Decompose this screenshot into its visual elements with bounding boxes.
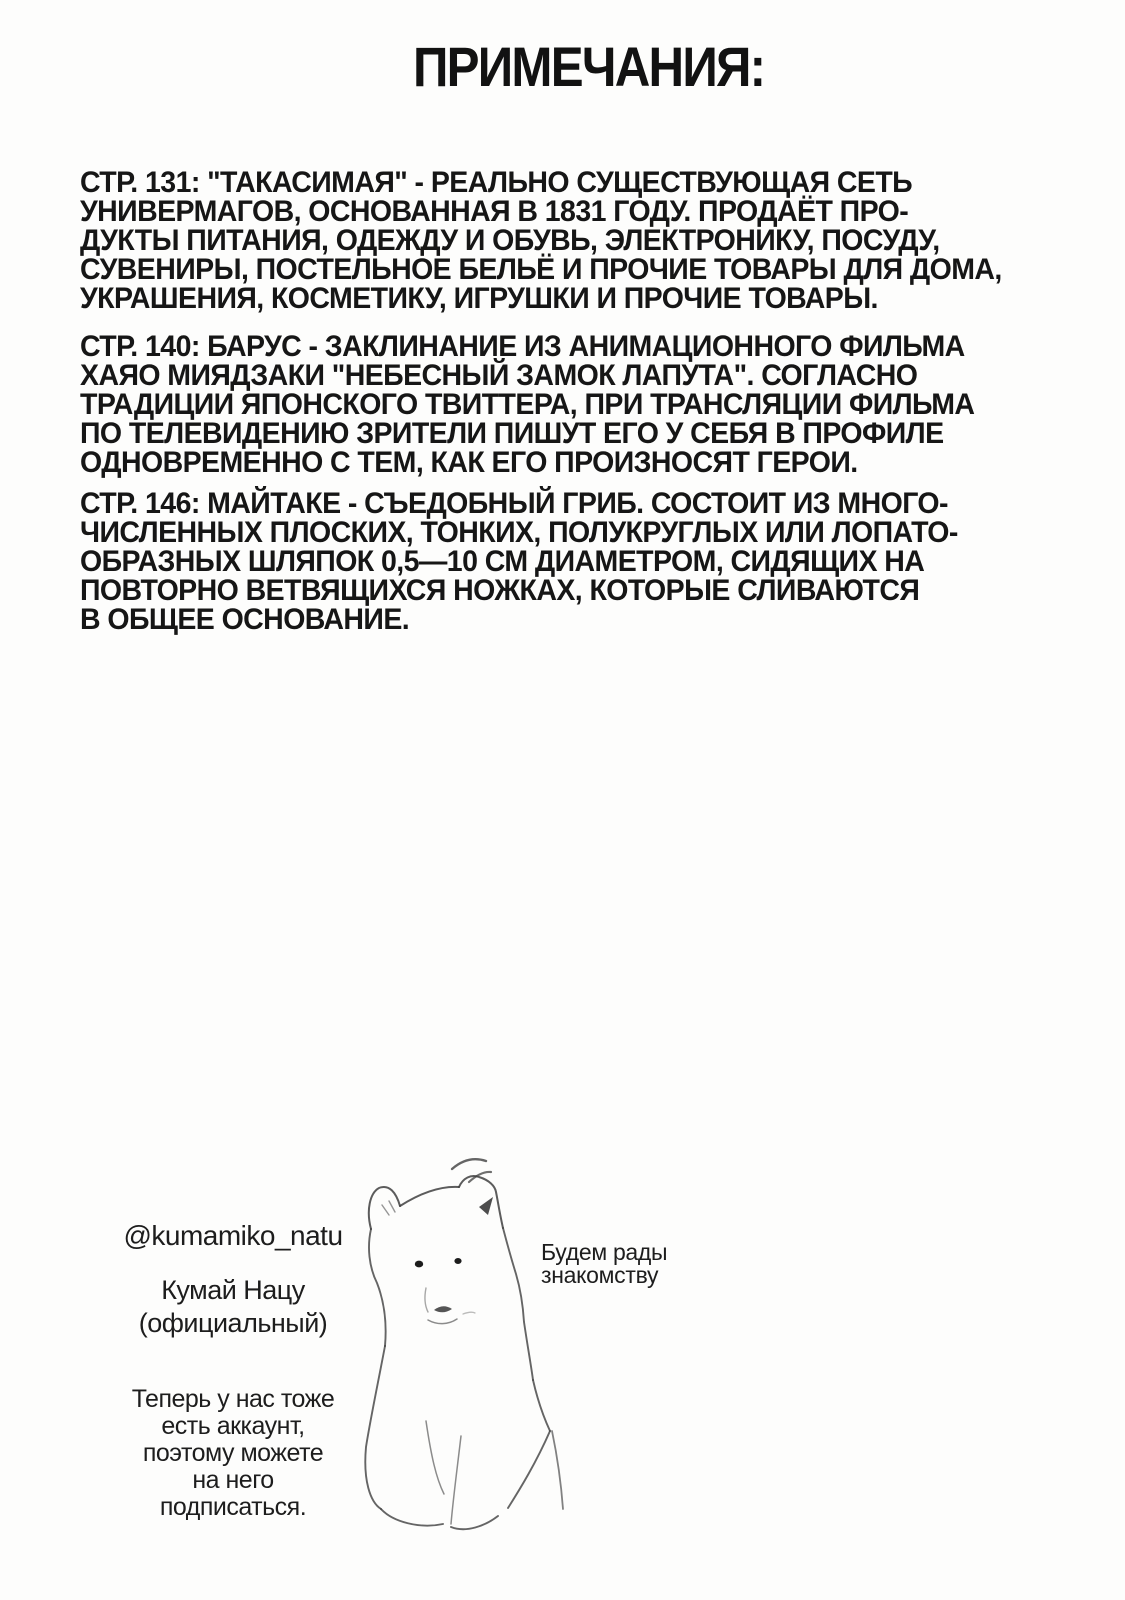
motion-line-icon xyxy=(452,1159,486,1169)
note-paragraph-p146: СТР. 146: МАЙТАКЕ - СЪЕДОБНЫЙ ГРИБ. СОСТОИТ ИЗ МНОГО- ЧИСЛЕННЫХ ПЛОСКИХ, ТОНКИХ, ПОЛУКРУГЛЫХ ИЛИ ЛОПАТО- ОБРАЗНЫХ ШЛЯПОК 0,5—10 СМ ДИАМЕТРОМ, СИДЯЩИХ НА ПОВТОРНО ВЕТВЯЩИХСЯ НОЖКАХ, КОТОРЫЕ СЛИВАЮТСЯ В ОБЩЕЕ ОСНОВАНИЕ. xyxy=(80,487,958,636)
note-paragraph-p131: СТР. 131: "ТАКАСИМАЯ" - РЕАЛЬНО СУЩЕСТВУЮЩАЯ СЕТЬ УНИВЕРМАГОВ, ОСНОВАННАЯ В 1831 ГОДУ. ПРОДАЁТ ПРО- ДУКТЫ ПИТАНИЯ, ОДЕЖДУ И ОБУВЬ, ЭЛЕКТРОНИКУ, ПОСУДУ, СУВЕНИРЫ, ПОСТЕЛЬНОЕ БЕЛЬЁ И ПРОЧИЕ ТОВАРЫ ДЛЯ ДОМА, УКРАШЕНИЯ, КОСМЕТИКУ, ИГРУШКИ И ПРОЧИЕ ТОВАРЫ. xyxy=(80,166,1002,315)
page-title: ПРИМЕЧАНИЯ: xyxy=(413,35,765,98)
bear-right-ear xyxy=(459,1176,503,1228)
bear-mouth xyxy=(434,1306,452,1312)
bear-paws xyxy=(381,1509,443,1526)
bear-cub-sketch xyxy=(330,1125,640,1600)
bear-left-eye xyxy=(415,1261,423,1268)
twitter-handle: @kumamiko_natu xyxy=(123,1220,343,1251)
bear-caption: Будем рады знакомству xyxy=(541,1239,668,1288)
note-paragraph-p140: СТР. 140: БАРУС - ЗАКЛИНАНИЕ ИЗ АНИМАЦИОННОГО ФИЛЬМА ХАЯО МИЯДЗАКИ "НЕБЕСНЫЙ ЗАМОК ЛАПУТА". СОГЛАСНО ТРАДИЦИИ ЯПОНСКОГО ТВИТТЕРА, ПРИ ТРАНСЛЯЦИИ ФИЛЬМА ПО ТЕЛЕВИДЕНИЮ ЗРИТЕЛИ ПИШУТ ЕГО У СЕБЯ В ПРОФИЛЕ ОДНОВРЕМЕННО С ТЕМ, КАК ЕГО ПРОИЗНОСЯТ ГЕРОИ. xyxy=(80,330,975,479)
subscribe-note: Теперь у нас тоже есть аккаунт, поэтому можете на него подписаться. xyxy=(131,1385,335,1521)
bear-right-eye xyxy=(454,1258,461,1264)
account-name: Кумай Нацу (официальный) xyxy=(138,1275,328,1338)
bear-head-outline xyxy=(400,1187,459,1206)
bear-paws xyxy=(451,1516,498,1529)
bear-cub-sketch-svg xyxy=(330,1125,640,1600)
